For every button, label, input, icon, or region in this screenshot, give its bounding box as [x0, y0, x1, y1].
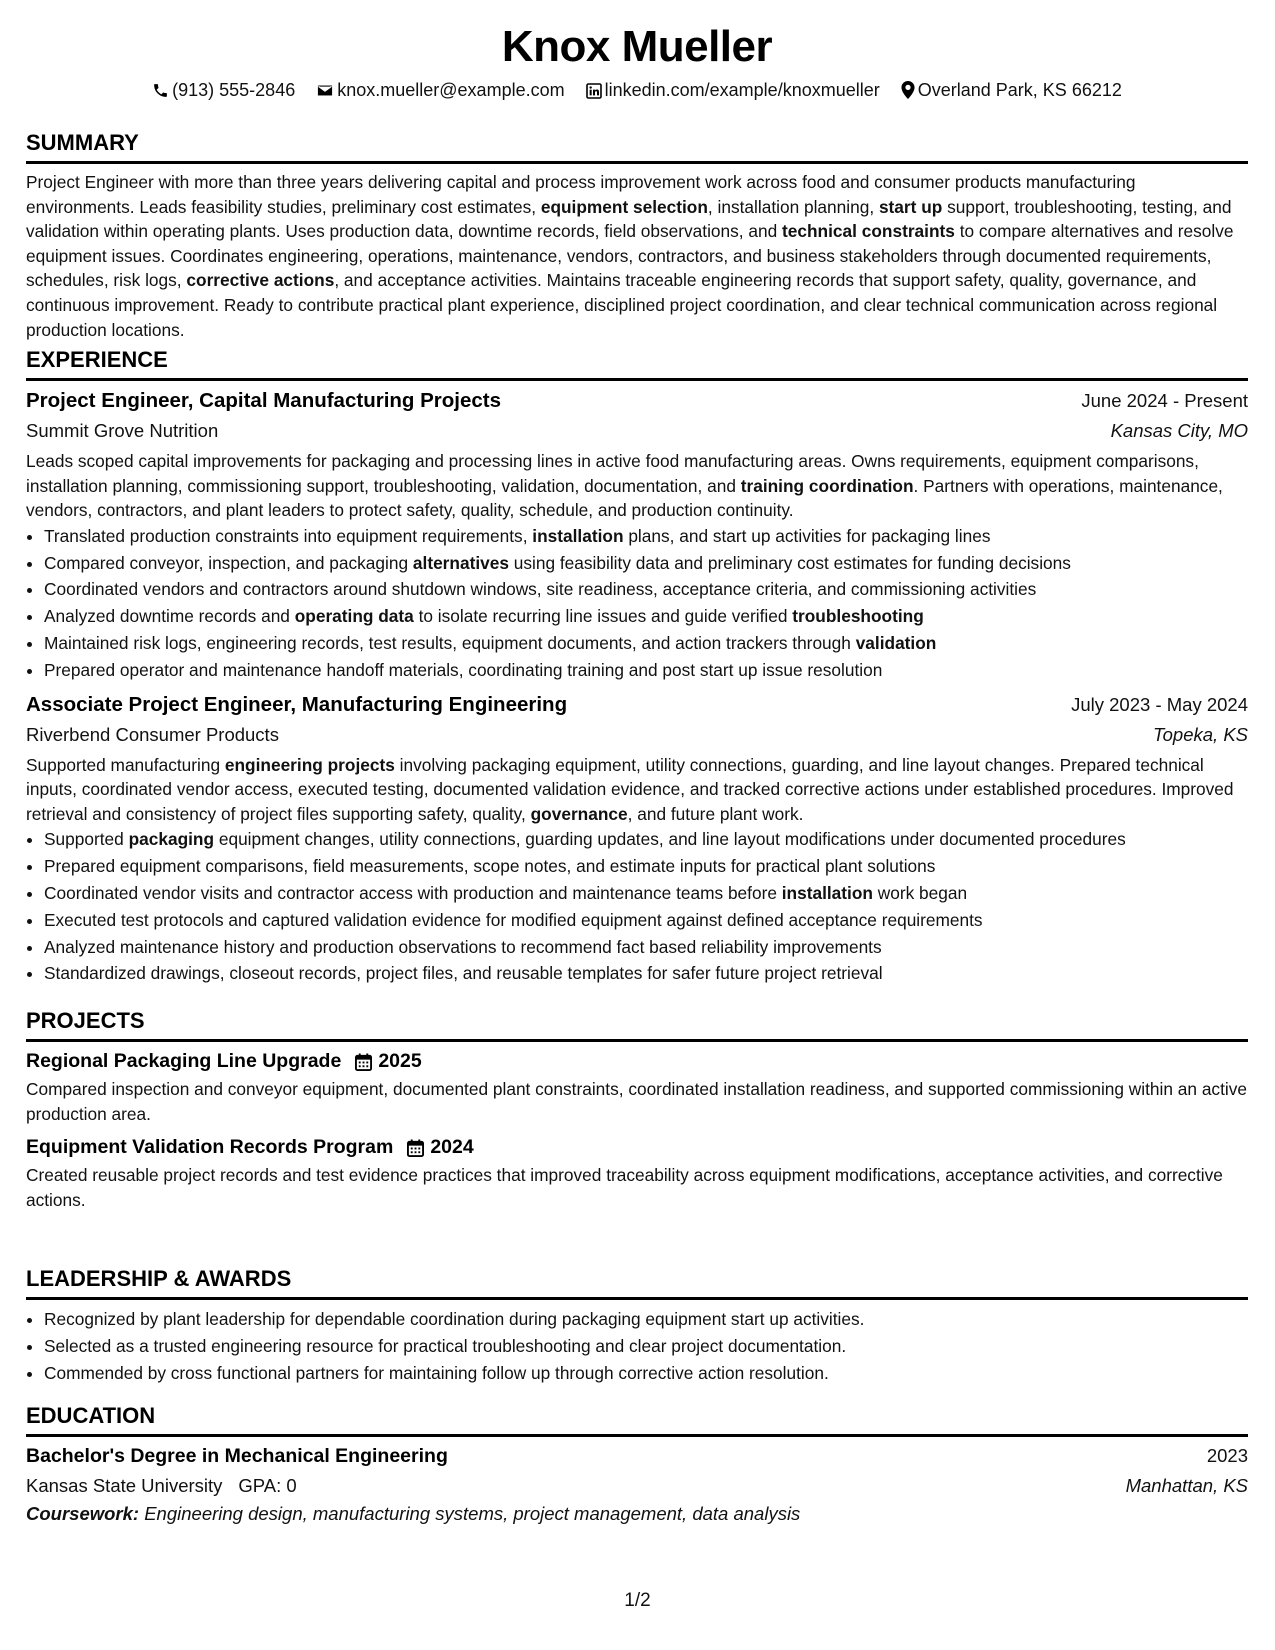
- bullet-item: • Prepared equipment comparisons, field measurements, scope notes, and estimate inputs for practical plant solutions: [44, 853, 1248, 880]
- education-section: [26, 1403, 1248, 1525]
- contact-bar: [26, 80, 1248, 101]
- phone-text: (913) 555-2846: [172, 80, 296, 100]
- company-name: Riverbend Consumer Products: [26, 723, 279, 745]
- project-year: 2024: [430, 1136, 474, 1159]
- bullet-item: • Translated production constraints into equipment requirements, installation plans, and start up activities for packaging lines: [44, 523, 1248, 550]
- bullet-item: • Analyzed downtime records and operating data to isolate recurring line issues and guide verified troubleshooting: [44, 603, 1248, 630]
- bullet-item: • Prepared operator and maintenance handoff materials, coordinating training and post start up issue resolution: [44, 657, 1248, 684]
- linkedin-icon: [586, 83, 602, 99]
- bullet-item: • Supported packaging equipment changes, utility connections, guarding updates, and line layout modifications under documented procedures: [44, 826, 1248, 853]
- job-bullets: [26, 523, 1248, 684]
- bullet-item: • Maintained risk logs, engineering records, test results, equipment documents, and action trackers through validation: [44, 630, 1248, 657]
- projects-heading: PROJECTS: [26, 1008, 1248, 1042]
- company-name: Summit Grove Nutrition: [26, 420, 219, 441]
- job-dates: July 2023 - May 2024: [1071, 693, 1248, 715]
- job-description: Supported manufacturing engineering projects involving packaging equipment, utility connections, guarding, and line layout changes. Prepared technical inputs, coordinated vendor access, executed testing, documented validation evidence, and tracked corrective actions under established procedures. Improved retrieval and consistency of project files supporting safety, quality, governance, and future plant work.: [26, 754, 1234, 824]
- map-pin-icon: [901, 81, 915, 99]
- summary-text: Project Engineer with more than three years delivering capital and process improvement work across food and consumer products manufacturing environments. Leads feasibility studies, preliminary cost estimates, equipment selection, installation planning, start up support, troubleshooting, testing, and validation within operating plants. Uses production data, downtime records, field observations, and technical constraints to compare alternatives and resolve equipment issues. Coordinates engineering, operations, maintenance, vendors, contractors, and business stakeholders through documented requirements, schedules, risk logs, corrective actions, and acceptance activities. Maintains traceable engineering records that support safety, quality, governance, and continuous improvement. Ready to contribute practical plant experience, disciplined project coordination, and clear technical communication across regional production locations.: [26, 172, 1234, 340]
- coursework-label: Coursework:: [26, 1503, 140, 1524]
- degree-name: Bachelor's Degree in Mechanical Engineering: [26, 1445, 448, 1467]
- page-number: 1/2: [624, 1590, 651, 1611]
- contact-linkedin[interactable]: [586, 80, 880, 101]
- bullet-item: • Analyzed maintenance history and production observations to recommend fact based reliability improvements: [44, 934, 1248, 961]
- phone-icon: [152, 82, 169, 99]
- project-name: Regional Packaging Line Upgrade: [26, 1050, 342, 1072]
- linkedin-text: linkedin.com/example/knoxmueller: [604, 80, 880, 100]
- projects-section: [26, 1008, 1248, 1212]
- contact-email[interactable]: [316, 80, 564, 101]
- job-entry-2: [26, 693, 1248, 988]
- calendar-icon: [355, 1053, 372, 1071]
- candidate-name: Knox Mueller: [501, 22, 773, 71]
- school-location: Manhattan, KS: [1125, 1475, 1248, 1496]
- project-description: Compared inspection and conveyor equipment, documented plant constraints, coordinated installation readiness, and supported commissioning within an active production area.: [26, 1079, 1247, 1124]
- coursework-text: Engineering design, manufacturing systems, project management, data analysis: [139, 1503, 801, 1524]
- job-location: Kansas City, MO: [1110, 420, 1248, 441]
- project-entry-2: [26, 1136, 1248, 1212]
- education-heading: EDUCATION: [26, 1403, 1248, 1437]
- envelope-icon: [316, 82, 334, 99]
- coursework: [26, 1503, 1248, 1525]
- contact-location: [901, 80, 1122, 101]
- job-description: Leads scoped capital improvements for packaging and processing lines in active food manufacturing areas. Owns requirements, equipment comparisons, installation planning, commissioning support, troubleshooting, validation, documentation, and training coordination. Partners with operations, maintenance, vendors, contractors, and plant leaders to protect safety, quality, schedule, and production continuity.: [26, 451, 1223, 521]
- bullet-item: • Selected as a trusted engineering resource for practical troubleshooting and clear project documentation.: [44, 1333, 1248, 1360]
- bullet-item: • Recognized by plant leadership for dependable coordination during packaging equipment start up activities.: [44, 1306, 1248, 1333]
- bullet-item: • Compared conveyor, inspection, and packaging alternatives using feasibility data and preliminary cost estimates for funding decisions: [44, 550, 1248, 577]
- bullet-item: • Coordinated vendors and contractors around shutdown windows, site readiness, acceptance criteria, and commissioning activities: [44, 576, 1248, 603]
- location-text: Overland Park, KS 66212: [917, 80, 1122, 100]
- job-bullets: [26, 826, 1248, 987]
- job-title: Project Engineer, Capital Manufacturing Projects: [26, 389, 502, 412]
- summary-heading: SUMMARY: [26, 130, 1248, 164]
- project-name: Equipment Validation Records Program: [26, 1136, 394, 1159]
- experience-heading: EXPERIENCE: [26, 347, 1248, 381]
- leadership-bullets: [26, 1306, 1248, 1386]
- education-entry: [26, 1445, 1248, 1525]
- project-year: 2025: [378, 1050, 422, 1072]
- project-description: Created reusable project records and test evidence practices that improved traceability across equipment modifications, acceptance activities, and corrective actions.: [26, 1165, 1223, 1210]
- project-entry-1: [26, 1050, 1248, 1126]
- summary-section: [26, 130, 1248, 342]
- bullet-item: • Executed test protocols and captured validation evidence for modified equipment against defined acceptance requirements: [44, 907, 1248, 934]
- job-title: Associate Project Engineer, Manufacturing Engineering: [26, 692, 568, 716]
- bullet-item: • Commended by cross functional partners for maintaining follow up through corrective action resolution.: [44, 1360, 1248, 1387]
- bullet-item: • Coordinated vendor visits and contractor access with production and maintenance teams before installation work began: [44, 880, 1248, 907]
- leadership-heading: LEADERSHIP & AWARDS: [26, 1266, 1248, 1300]
- job-dates: June 2024 - Present: [1081, 390, 1248, 411]
- bullet-item: • Standardized drawings, closeout records, project files, and reusable templates for safer future project retrieval: [44, 960, 1248, 987]
- contact-phone[interactable]: [152, 80, 295, 101]
- job-entry-1: [26, 389, 1248, 684]
- leadership-section: [26, 1266, 1248, 1386]
- school-name: Kansas State University: [26, 1475, 223, 1496]
- experience-section: [26, 347, 1248, 987]
- gpa: GPA: 0: [238, 1475, 297, 1496]
- calendar-icon: [407, 1139, 424, 1157]
- graduation-year: 2023: [1206, 1445, 1248, 1466]
- job-location: Topeka, KS: [1153, 723, 1248, 745]
- email-text: knox.mueller@example.com: [337, 80, 565, 100]
